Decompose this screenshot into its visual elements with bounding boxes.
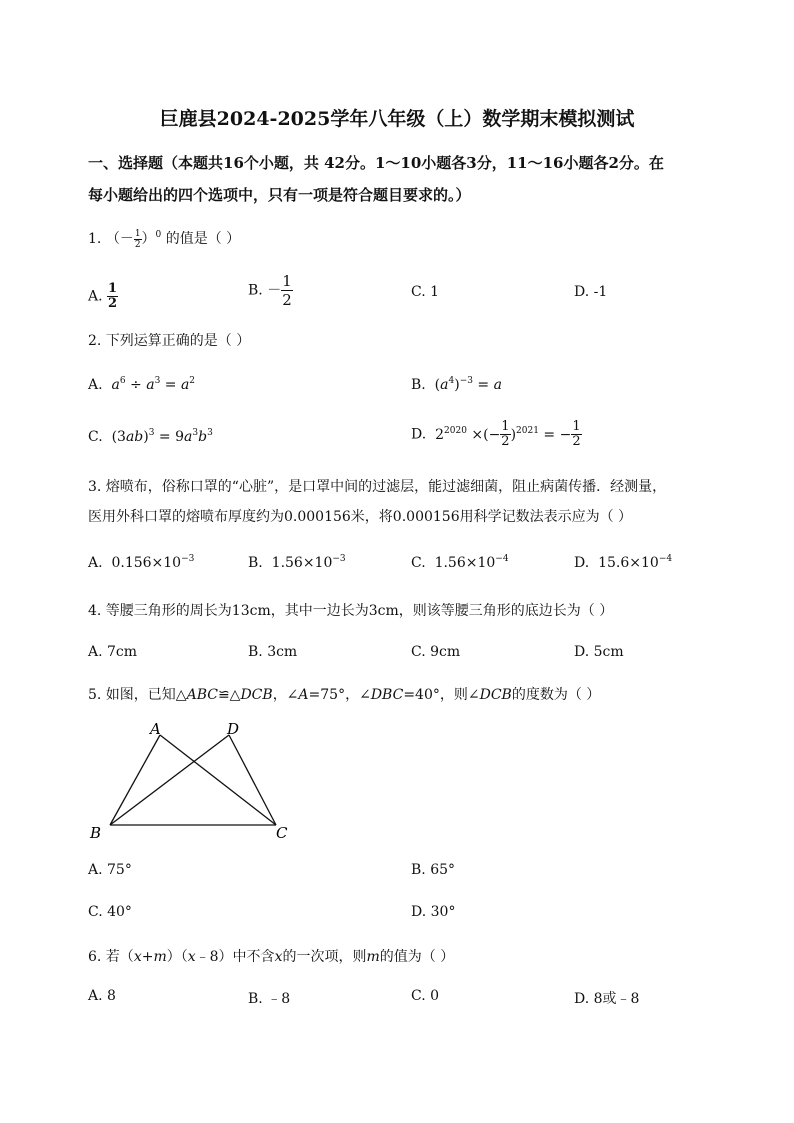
q5-option-d: D. 30° <box>411 904 456 920</box>
question-5-stem: 5. 如图，已知△ABC≌△DCB，∠A=75°，∠DBC=40°，则∠DCB的度数为（ ） <box>88 687 601 703</box>
q4-option-d: D. 5cm <box>574 644 624 660</box>
question-number: 1. <box>88 231 102 247</box>
question-3-line1: 3. 熔喷布，俗称口罩的“心脏”，是口罩中间的过滤层，能过滤细菌，阻止病菌传播．经测量， <box>88 479 667 495</box>
segment-ba <box>110 735 160 825</box>
q4-option-a: A. 7cm <box>88 644 138 660</box>
q2-option-b: B. $(a^4)^{-3} = a$ <box>411 376 502 393</box>
segment-ac <box>160 735 276 825</box>
q3-option-b: B. $1.56\times 10^{-3}$ <box>248 554 346 571</box>
question-6-stem: 6. 若（x+m）（x﹣8）中不含x的一次项，则m的值为（ ） <box>88 949 455 965</box>
label-d: D <box>227 720 240 738</box>
q4-option-b: B. 3cm <box>248 644 298 660</box>
section-heading-line1: 一、选择题（本题共16个小题，共 42分。1～10小题各3分，11～16小题各2分。在 <box>88 154 664 172</box>
q6-option-a: A. 8 <box>88 988 116 1004</box>
question-4-stem: 4. 等腰三角形的周长为13cm，其中一边长为3cm，则该等腰三角形的底边长为（ ） <box>88 603 614 619</box>
q6-option-c: C. 0 <box>411 988 440 1004</box>
q5-option-a: A. 75° <box>88 862 132 878</box>
label-c: C <box>276 824 288 842</box>
q3-option-a: A. $0.156\times 10^{-3}$ <box>88 554 195 571</box>
question-1-stem: 1. （－ $\frac{1}{2}$ ）$^0$ 的值是（ ） <box>88 228 241 250</box>
fraction: $\frac{1}{2}$ <box>134 228 141 250</box>
q2-option-d: D. $2^{2020}$ ×(− $\frac{1}{2}$ )$^{2021}$ = − $\frac{1}{2}$ <box>411 419 581 449</box>
q1-option-a: A. $\frac{1}{2}$ <box>88 281 118 311</box>
q2-option-c: C. $(3ab)^3 = 9a^3b^3$ <box>88 428 213 445</box>
page-title: 巨鹿县2024-2025学年八年级（上）数学期末模拟测试 <box>159 108 635 130</box>
q2-option-a: A. $a^6 \div a^3 = a^2$ <box>88 376 196 393</box>
q5-option-c: C. 40° <box>88 904 132 920</box>
segment-dc <box>229 735 276 825</box>
q4-option-c: C. 9cm <box>411 644 461 660</box>
triangle-figure <box>86 716 306 846</box>
segment-bd <box>110 735 229 825</box>
q1-option-c: C. 1 <box>411 284 440 300</box>
label-a: A <box>150 720 161 738</box>
q1-option-b: B. － $\frac{1}{2}$ <box>248 272 292 309</box>
question-3-line2: 医用外科口罩的熔喷布厚度约为0.000156米，将0.000156用科学记数法表示应为（ ） <box>88 509 633 525</box>
q3-option-c: C. $1.56\times 10^{-4}$ <box>411 554 509 571</box>
section-heading-line2: 每小题给出的四个选项中，只有一项是符合题目要求的。） <box>88 186 471 204</box>
question-2-stem: 2. 下列运算正确的是（ ） <box>88 333 251 349</box>
q5-option-b: B. 65° <box>411 862 456 878</box>
q3-option-d: D. $15.6\times 10^{-4}$ <box>574 554 673 571</box>
q6-option-d: D. 8或﹣8 <box>574 991 640 1007</box>
label-b: B <box>90 824 102 842</box>
q6-option-b: B. ﹣8 <box>248 991 291 1007</box>
q1-option-d: D. -1 <box>574 284 608 300</box>
